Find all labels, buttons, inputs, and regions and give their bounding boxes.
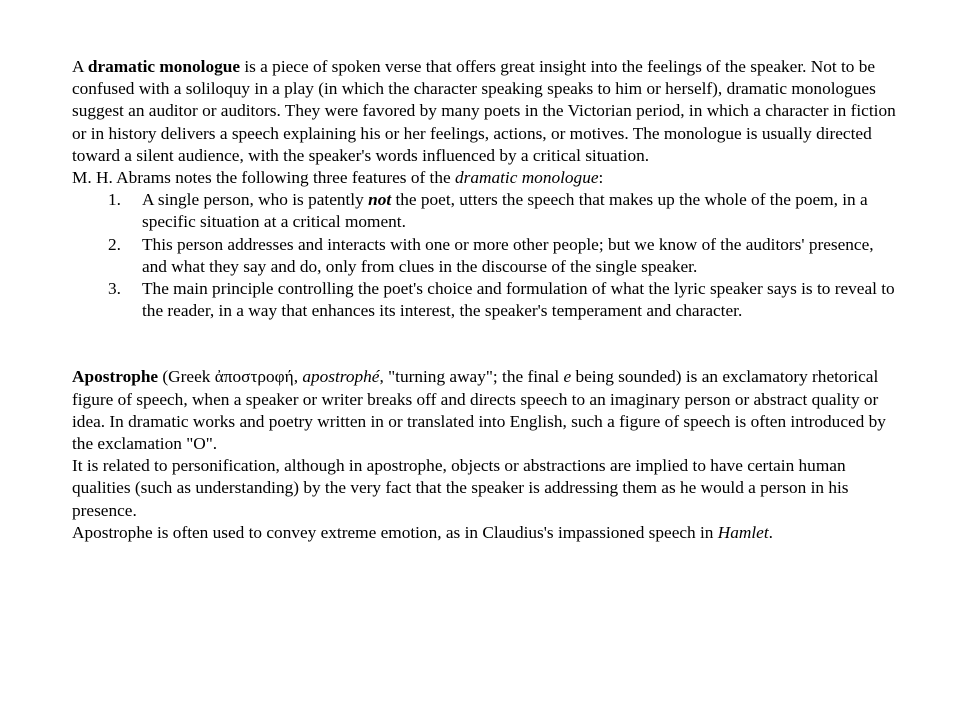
personification-paragraph: It is related to personification, although in apostrophe, objects or abstractions are implied to have certain human qualities (such as understanding) by the very fact that the speaker is addressing them as he would a person in his presence. bbox=[72, 456, 849, 520]
gloss-end: being sounded) is an exclamatory rhetorical figure of speech, when a speaker or writer breaks off and directs speech to an imaginary person or abstract quality or idea. In dramatic works and poetry written in or translated into English, such a figure of speech is often introduced by the exclamation "O". bbox=[72, 367, 886, 454]
hamlet-text-after: . bbox=[768, 522, 773, 542]
monologue-definition: is a piece of spoken verse that offers great insight into the feelings of the speaker. Not to be confused with a soliloquy in a play (in which the character speaking speaks to him or herself), dramatic monologues suggest an auditor or auditors. They were favored by many poets in the Victorian period, in which a character in fiction or in history delivers a speech explaining his or her feelings, actions, or motives. The monologue is usually directed toward a silent audience, with the speaker's words influenced by a critical situation. bbox=[72, 57, 896, 165]
feature-text: The main principle controlling the poet's choice and formulation of what the lyric speaker says is to reveal to the reader, in a way that enhances its interest, the speaker's temperament and character. bbox=[142, 279, 895, 321]
feature-item-1 bbox=[72, 189, 902, 233]
hamlet-title: Hamlet bbox=[717, 522, 769, 542]
feature-emphasis: not bbox=[368, 190, 392, 210]
feature-number: 1. bbox=[108, 190, 121, 210]
abrams-term: dramatic monologue bbox=[454, 168, 599, 188]
feature-number: 3. bbox=[108, 279, 121, 299]
hamlet-text-before: Apostrophe is often used to convey extreme emotion, as in Claudius's impassioned speech in bbox=[72, 522, 718, 542]
monologue-term-article: A bbox=[72, 57, 88, 76]
apostrophe-definition-paragraph bbox=[72, 366, 902, 455]
dramatic-monologue-section bbox=[72, 56, 902, 322]
abrams-intro: M. H. Abrams notes the following three features of the bbox=[72, 168, 455, 188]
feature-text-before: A single person, who is patently bbox=[142, 190, 369, 210]
feature-text-after: the poet, utters the speech that makes up the whole of the poem, in a specific situation at a critical moment. bbox=[142, 190, 868, 232]
abrams-colon: : bbox=[598, 168, 604, 188]
apostrophe-section bbox=[72, 366, 902, 544]
monologue-definition-paragraph bbox=[72, 56, 902, 167]
feature-number: 2. bbox=[108, 234, 121, 254]
feature-text: This person addresses and interacts with one or more other people; but we know of the auditors' presence, and what they say and do, only from clues in the discourse of the single speaker. bbox=[142, 234, 874, 276]
feature-item-2 bbox=[72, 234, 902, 278]
hamlet-paragraph bbox=[72, 522, 902, 544]
features-list bbox=[72, 189, 902, 322]
greek-prefix: (Greek bbox=[158, 367, 215, 387]
monologue-term: dramatic monologue bbox=[87, 57, 241, 76]
document-body bbox=[72, 56, 902, 544]
greek-word: ἀποστροφή bbox=[214, 367, 294, 387]
comma-separator: , bbox=[293, 367, 303, 387]
transliteration: apostrophé bbox=[302, 367, 380, 387]
final-letter: e bbox=[563, 367, 572, 387]
feature-item-3 bbox=[72, 278, 902, 322]
abrams-intro-paragraph bbox=[72, 167, 902, 189]
gloss: , "turning away"; the final bbox=[379, 367, 564, 387]
apostrophe-term: Apostrophe bbox=[72, 367, 159, 387]
